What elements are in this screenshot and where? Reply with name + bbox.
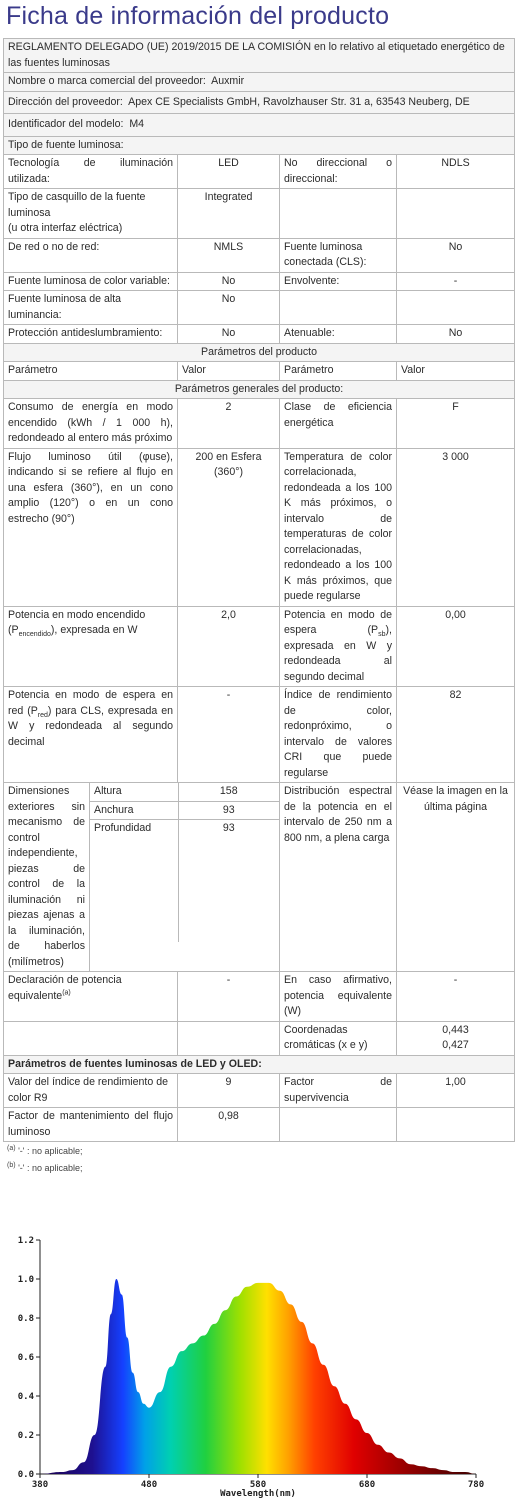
x-tick-label: 580 <box>249 1480 267 1490</box>
col-header-value: Valor <box>397 362 515 381</box>
r9-value: 9 <box>178 1074 280 1108</box>
footnote-mark: (b) <box>7 1162 16 1169</box>
source-label <box>4 189 178 239</box>
x-tick-label: 780 <box>467 1480 485 1490</box>
cri-value: 82 <box>397 687 515 783</box>
standby-label-text: Potencia en modo de espera (P <box>284 608 392 636</box>
chroma-x: 0,443 <box>442 1023 469 1036</box>
power-on-value: 2,0 <box>178 606 280 687</box>
empty-cell <box>397 291 515 325</box>
dimension-key: Profundidad <box>90 820 178 943</box>
source-value: Integrated <box>178 189 280 239</box>
col-header-value: Valor <box>178 362 280 381</box>
r9-label: Valor del índice de rendimiento de color R9 <box>4 1074 178 1108</box>
dimensions-cell <box>90 783 280 972</box>
empty-cell <box>178 1021 280 1055</box>
equiv-power-value: - <box>397 972 515 1022</box>
x-tick-label: 380 <box>31 1480 49 1490</box>
source-value: No <box>178 325 280 344</box>
y-tick-label: 0.6 <box>17 1353 34 1363</box>
flux-value: 200 en Esfera (360°) <box>178 448 280 606</box>
empty-cell <box>4 1021 178 1055</box>
source-value: No <box>397 325 515 344</box>
network-standby-label <box>4 687 178 783</box>
y-tick-label: 1.2 <box>17 1236 34 1246</box>
survival-value: 1,00 <box>397 1074 515 1108</box>
footnote-a <box>7 1146 83 1156</box>
chroma-value <box>397 1021 515 1055</box>
y-tick-label: 0.0 <box>17 1470 34 1480</box>
source-value: No <box>178 291 280 325</box>
supplier-label: Nombre o marca comercial del proveedor: <box>8 75 206 87</box>
supplier-value: Auxmir <box>211 75 245 87</box>
source-label: Tecnología de iluminación utilizada: <box>4 155 178 189</box>
source-label: Fuente luminosa conectada (CLS): <box>280 238 397 272</box>
equiv-sup: (a) <box>62 988 71 996</box>
source-label: Fuente luminosa de color variable: <box>4 272 178 291</box>
source-label: De red o no de red: <box>4 238 178 272</box>
dimension-value: 93 <box>222 822 235 834</box>
source-label: Protección antideslumbramiento: <box>4 325 178 344</box>
x-axis-label: Wavelength(nm) <box>220 1489 296 1499</box>
standby-label <box>280 606 397 687</box>
y-ticks <box>18 1236 40 1480</box>
product-information-table <box>3 38 515 1142</box>
led-params-header: Parámetros de fuentes luminosas de LED y OLED: <box>4 1055 515 1074</box>
col-header-param: Parámetro <box>4 362 178 381</box>
source-label-line: Tipo de casquillo de la fuente luminosa <box>8 191 146 219</box>
footnote-text: '-' : no aplicable; <box>18 1163 83 1173</box>
spectrum-value: Véase la imagen en la última página <box>397 783 515 972</box>
energy-label: Consumo de energía en modo encendido (kWh / 1 000 h), redondeado al entero más próximo <box>4 399 178 449</box>
cri-label: Índice de rendimiento de color, redonpróximo, o intervalo de valores CRI que puede regularse <box>280 687 397 783</box>
spectrum-area <box>40 1279 476 1474</box>
source-value: LED <box>178 155 280 189</box>
source-type-header: Tipo de fuente luminosa: <box>4 136 515 155</box>
model-value: M4 <box>129 118 145 130</box>
footnote-mark: (a) <box>7 1145 16 1152</box>
regulation-text: REGLAMENTO DELEGADO (UE) 2019/2015 DE LA COMISIÓN en lo relativo al etiquetado energético de las fuentes luminosas <box>4 39 515 73</box>
equiv-label <box>4 972 178 1022</box>
model-label: Identificador del modelo: <box>8 118 124 130</box>
address-value: Apex CE Specialists GmbH, Ravolzhauser Str. 31 a, 63543 Neuberg, DE <box>128 95 470 108</box>
general-params-header: Parámetros generales del producto: <box>4 380 515 399</box>
standby-value: 0,00 <box>397 606 515 687</box>
empty-cell <box>397 189 515 239</box>
equiv-value: - <box>178 972 280 1022</box>
empty-cell <box>397 1108 515 1142</box>
source-label: Fuente luminosa de alta luminancia: <box>4 291 178 325</box>
source-value: NMLS <box>178 238 280 272</box>
footnote-b <box>7 1163 83 1173</box>
standby-sub: sb <box>378 631 386 639</box>
source-label-line: (u otra interfaz eléctrica) <box>8 222 123 234</box>
source-value: No <box>397 238 515 272</box>
x-tick-label: 680 <box>358 1480 376 1490</box>
survival-label: Factor de supervivencia <box>280 1074 397 1108</box>
cct-value: 3 000 <box>397 448 515 606</box>
source-value: - <box>397 272 515 291</box>
footnote-text: '-' : no aplicable; <box>18 1146 83 1156</box>
equiv-power-label: En caso afirmativo, potencia equivalente (W) <box>280 972 397 1022</box>
supplier-row <box>4 73 515 92</box>
dimensions-table <box>90 783 279 942</box>
network-standby-text: Potencia en modo de espera en red (P <box>8 689 173 717</box>
source-value: No <box>178 272 280 291</box>
y-tick-label: 0.4 <box>17 1392 34 1402</box>
efficiency-label: Clase de eficiencia energética <box>280 399 397 449</box>
power-on-label-text: ), expresada en W <box>50 624 138 636</box>
dimension-key: Altura <box>90 783 178 801</box>
spectrum-label: Distribución espectral de la potencia en el intervalo de 250 nm a 800 nm, a plena carga <box>280 783 397 972</box>
maintenance-value: 0,98 <box>178 1108 280 1142</box>
x-ticks <box>32 1474 484 1490</box>
source-label: Envolvente: <box>280 272 397 291</box>
power-on-label-text: Potencia en modo encendido (P <box>8 608 146 636</box>
dimension-value: 158 <box>178 783 279 801</box>
empty-cell <box>280 189 397 239</box>
network-standby-sub: red <box>37 711 48 719</box>
network-standby-text: ) para CLS, expresada en W y redondeada al segundo decimal <box>8 704 173 748</box>
source-label: No direccional o direccional: <box>280 155 397 189</box>
x-tick-label: 480 <box>140 1480 158 1490</box>
empty-cell <box>280 291 397 325</box>
spectrum-chart <box>0 1222 516 1500</box>
cct-label: Temperatura de color correlacionada, redondeada a los 100 K más próximos, o intervalo de temperaturas de color correlacionadas, redondeado a los 100 K más próximos, que puede regularse <box>280 448 397 606</box>
y-tick-label: 0.2 <box>17 1431 34 1441</box>
chroma-label: Coordenadas cromáticas (x e y) <box>280 1021 397 1055</box>
source-value: NDLS <box>397 155 515 189</box>
source-label: Atenuable: <box>280 325 397 344</box>
empty-cell <box>280 1108 397 1142</box>
page-title: Ficha de información del producto <box>6 2 390 30</box>
maintenance-label: Factor de mantenimiento del flujo luminoso <box>4 1108 178 1142</box>
dimension-value: 93 <box>178 801 279 820</box>
flux-label: Flujo luminoso útil (φuse), indicando si se refiere al flujo en una esfera (360°), en un cono amplio (120°) o en un cono estrecho (90°) <box>4 448 178 606</box>
address-row <box>4 91 515 114</box>
dimensions-label: Dimensiones exteriores sin mecanismo de control independiente, piezas de control de la iluminación ni piezas ajenas a la iluminación, de haberlos (milímetros) <box>4 783 90 972</box>
address-label: Dirección del proveedor: <box>8 95 123 108</box>
chroma-y: 0,427 <box>442 1039 469 1051</box>
energy-value: 2 <box>178 399 280 449</box>
network-standby-value: - <box>178 687 280 783</box>
power-on-sub: encendido <box>18 631 51 639</box>
standby-label-text: ), expresada en W y redondeada al segundo decimal <box>284 624 392 683</box>
product-params-header: Parámetros del producto <box>4 343 515 362</box>
power-on-label <box>4 606 178 687</box>
equiv-label-text: Declaración de potencia equivalente <box>8 974 122 1002</box>
y-tick-label: 1.0 <box>17 1275 34 1285</box>
dimension-key: Anchura <box>90 801 178 820</box>
col-header-param: Parámetro <box>280 362 397 381</box>
model-row <box>4 114 515 137</box>
efficiency-value: F <box>397 399 515 449</box>
y-tick-label: 0.8 <box>17 1314 34 1324</box>
